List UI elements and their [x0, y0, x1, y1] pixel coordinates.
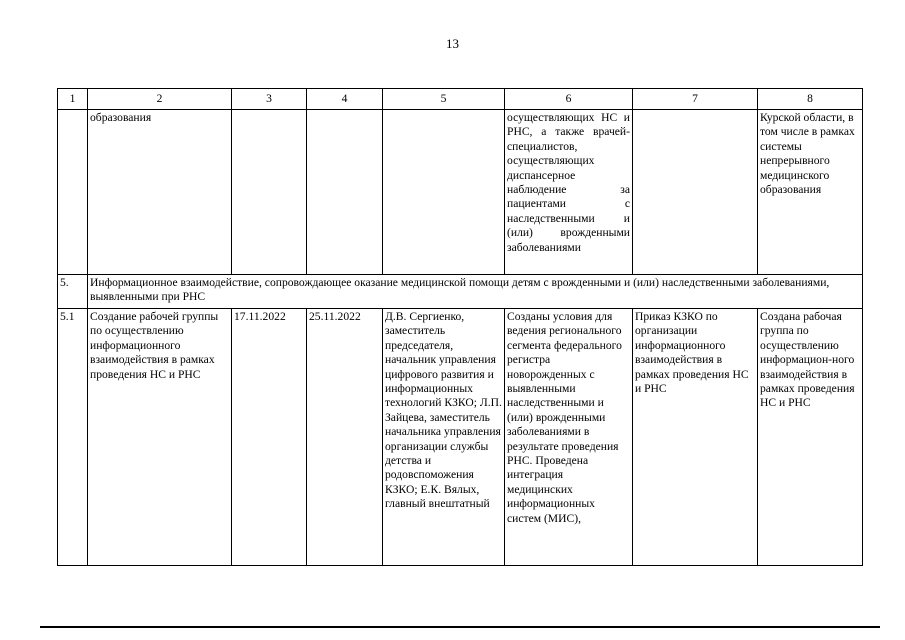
table-cell: [633, 110, 758, 275]
table-cell: Курской области, в том числе в рамках системы непрерывного медицинского образования: [758, 110, 863, 275]
page-number: 13: [446, 36, 459, 51]
table-row: [58, 309, 863, 566]
table-cell: [58, 110, 88, 275]
end-date: 25.11.2022: [307, 309, 383, 566]
table-cell: Создана рабочая группа по осуществлению информацион-ного взаимодействия в рамках проведения НС и РНС: [758, 309, 863, 566]
table-cell: Создание рабочей группы по осуществлению информационного взаимодействия в рамках проведения НС и РНС: [88, 309, 232, 566]
continuation-row: [58, 110, 863, 275]
table-cell: Созданы условия для ведения регионального сегмента федерального регистра новорожденных с выявленными наследственными и (или) врожденными заболеваниями в результате проведения РНС. Проведена интеграция медицинских информационных систем (МИС),: [505, 309, 633, 566]
bottom-edge-line: [40, 626, 880, 628]
header-row: [58, 89, 863, 110]
header-cell: 6: [505, 89, 633, 110]
table-cell: [383, 110, 505, 275]
header-cell: 2: [88, 89, 232, 110]
plan-table: [57, 88, 863, 566]
header-cell: 7: [633, 89, 758, 110]
table-cell: [307, 110, 383, 275]
table-cell: Приказ КЗКО по организации информационного взаимодействия в рамках проведения НС и РНС: [633, 309, 758, 566]
header-cell: 1: [58, 89, 88, 110]
table-cell: Д.В. Сергиенко, заместитель председателя, начальник управления цифрового развития и информационных технологий КЗКО; Л.П. Зайцева, заместитель начальника управления организации службы детства и родовспоможения КЗКО; Е.К. Вялых, главный внештатный: [383, 309, 505, 566]
header-cell: 5: [383, 89, 505, 110]
header-cell: 8: [758, 89, 863, 110]
start-date: 17.11.2022: [232, 309, 307, 566]
section-row: [58, 275, 863, 309]
section-title: Информационное взаимодействие, сопровождающее оказание медицинской помощи детям с врожденными и (или) наследственными заболеваниями, выявленными при РНС: [88, 275, 863, 309]
row-number: 5.1: [58, 309, 88, 566]
section-number: 5.: [58, 275, 88, 309]
table-cell: образования: [88, 110, 232, 275]
header-cell: 3: [232, 89, 307, 110]
header-cell: 4: [307, 89, 383, 110]
table-cell: [232, 110, 307, 275]
table-cell: осуществляющих НС и РНС, а также врачей-специалистов, осуществляющих диспансерное наблюдение за пациентами с наследственными и (или) врожденными заболеваниями: [505, 110, 633, 275]
